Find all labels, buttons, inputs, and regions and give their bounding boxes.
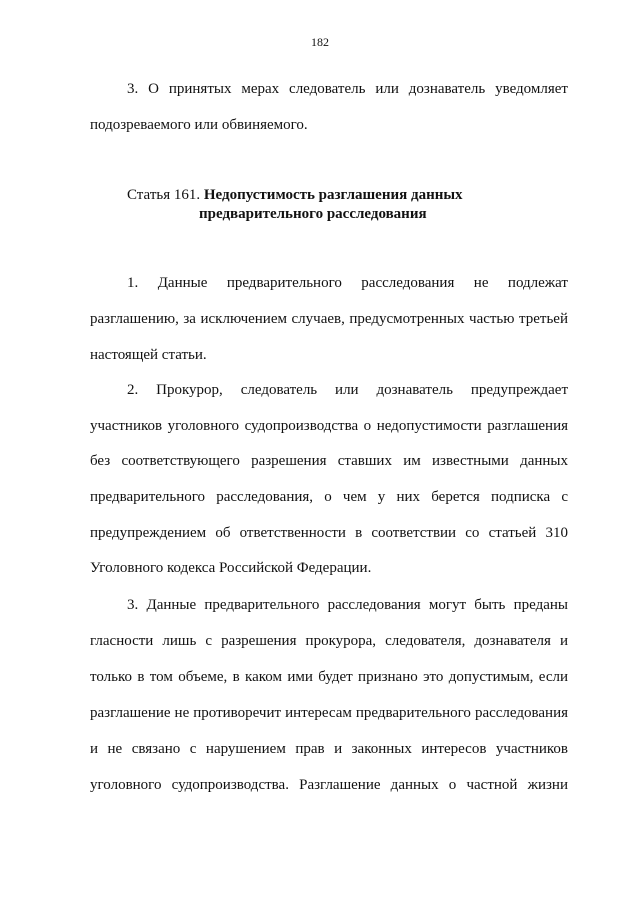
article-label: Статья 161. bbox=[127, 187, 201, 203]
article-title-line-2: предварительного расследования bbox=[199, 206, 427, 222]
paragraph-2-line-2: участников уголовного судопроизводства о недопустимости разглашения bbox=[90, 418, 568, 434]
paragraph-1-line-2: разглашению, за исключением случаев, предусмотренных частью третьей bbox=[90, 311, 568, 327]
article-heading bbox=[127, 186, 463, 204]
paragraph-3-line-3: только в том объеме, в каком ими будет признано это допустимым, если bbox=[90, 669, 568, 685]
intro-line-1: 3. О принятых мерах следователь или дознаватель уведомляет bbox=[127, 81, 568, 97]
paragraph-2-line-6: Уголовного кодекса Российской Федерации. bbox=[90, 560, 372, 576]
page-number: 182 bbox=[311, 35, 329, 49]
paragraph-1-line-1: 1. Данные предварительного расследования не подлежат bbox=[127, 275, 568, 291]
article-title-line-1: Недопустимость разглашения данных bbox=[203, 187, 463, 203]
paragraph-3-line-2: гласности лишь с разрешения прокурора, следователя, дознавателя и bbox=[90, 633, 568, 649]
paragraph-3-line-4: разглашение не противоречит интересам предварительного расследования bbox=[90, 705, 568, 721]
paragraph-2-line-4: предварительного расследования, о чем у них берется подписка с bbox=[90, 489, 568, 505]
paragraph-3-line-1: 3. Данные предварительного расследования могут быть преданы bbox=[127, 597, 568, 613]
paragraph-2-line-1: 2. Прокурор, следователь или дознаватель предупреждает bbox=[127, 382, 568, 398]
intro-line-2: подозреваемого или обвиняемого. bbox=[90, 117, 308, 133]
paragraph-1-line-3: настоящей статьи. bbox=[90, 347, 207, 363]
paragraph-2-line-3: без соответствующего разрешения ставших им известными данных bbox=[90, 453, 568, 469]
paragraph-3-line-6: уголовного судопроизводства. Разглашение данных о частной жизни bbox=[90, 777, 568, 793]
paragraph-2-line-5: предупреждением об ответственности в соответствии со статьей 310 bbox=[90, 525, 568, 541]
paragraph-3-line-5: и не связано с нарушением прав и законных интересов участников bbox=[90, 741, 568, 757]
